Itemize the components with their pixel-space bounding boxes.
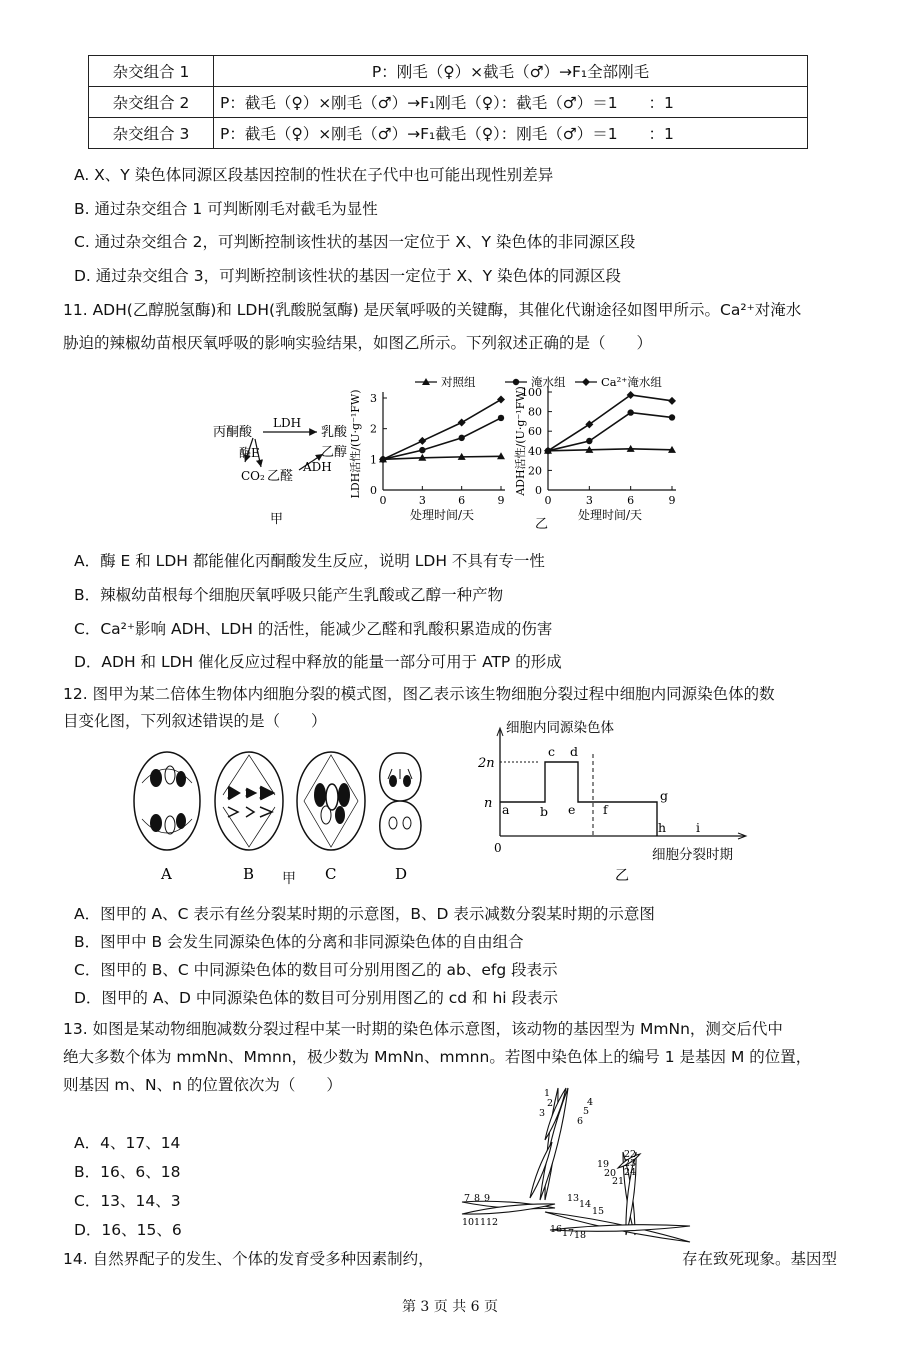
q10-option-b: B. 通过杂交组合 1 可判断刚毛对截毛为显性 [74, 200, 378, 218]
row-label: 杂交组合 1 [89, 56, 214, 87]
q12-option-c: C．图甲的 B、C 中同源染色体的数目可分别用图乙的 ab、efg 段表示 [74, 961, 558, 979]
fig-jia-caption: 甲 [270, 512, 284, 527]
legend-label: 对照组 [441, 375, 476, 389]
q10-option-a: A. X、Y 染色体同源区段基因控制的性状在子代中也可能出现性别差异 [74, 166, 554, 184]
series-line [383, 418, 501, 459]
q13-option-c: C．13、14、3 [74, 1192, 181, 1210]
chromosome-number: 15 [592, 1206, 605, 1217]
q10-option-d: D. 通过杂交组合 3，可判断控制该性状的基因一定位于 X、Y 染色体的同源区段 [74, 267, 622, 285]
y-axis-label: ADH活性/(U·g⁻¹FW) [514, 386, 527, 496]
chromosome-number: 18 [574, 1230, 587, 1241]
cell-d-label: D [395, 865, 408, 883]
y-tick-label: 40 [528, 444, 542, 458]
ldh-label: LDH [273, 416, 302, 430]
chromosome-number: 14 [579, 1199, 592, 1210]
row-label: 杂交组合 2 [89, 87, 214, 118]
x-tick-label: 0 [379, 494, 387, 507]
chromosome-number: 21 [612, 1176, 625, 1187]
q11-stem-line1: 11. ADH(乙醇脱氢酶)和 LDH(乳酸脱氢酶) 是厌氧呼吸的关键酶，其催化代谢途径如图甲所示。Ca²⁺对淹水 [63, 301, 802, 319]
x-tick-label: 6 [458, 494, 466, 507]
q13-option-b: B．16、6、18 [74, 1163, 181, 1181]
chromosome-number: 4 [587, 1097, 594, 1108]
data-point [458, 419, 466, 427]
x-tick-label: 3 [418, 494, 426, 507]
chromosome-set [462, 1088, 690, 1242]
cell-c [297, 752, 365, 883]
ethanol-label: 乙醇 [321, 445, 348, 460]
x-tick-label: 9 [497, 494, 505, 507]
q12-cell-diagrams [128, 745, 448, 885]
chromosome-number: 1 [544, 1088, 551, 1099]
x-axis-label: 细胞分裂时期 [652, 847, 733, 863]
q13-chromosome-diagram [440, 1080, 710, 1245]
chromosome-number: 2 [547, 1098, 554, 1109]
x-tick-label: 3 [585, 494, 593, 507]
data-point [586, 438, 592, 444]
data-point [418, 437, 426, 445]
q12-stem-line1: 12. 图甲为某二倍体生物体内细胞分裂的模式图，图乙表示该生物细胞分裂过程中细胞内同源染色体的数 [63, 685, 775, 703]
table-row [89, 87, 808, 118]
series-line [548, 413, 672, 451]
y-tick-label: n [484, 796, 493, 811]
lactate-label: 乳酸 [321, 425, 348, 440]
q14-stem-right: 存在致死现象。基因型 [682, 1250, 838, 1268]
cell-a [134, 752, 200, 883]
point-label: b [540, 804, 549, 819]
q12-fig-yi-caption: 乙 [615, 868, 629, 884]
chromosome-number: 24 [624, 1167, 637, 1178]
y-tick-label: 80 [528, 405, 542, 419]
legend-marker [582, 378, 590, 386]
point-label: a [502, 802, 510, 817]
data-point [669, 414, 675, 420]
legend-label: Ca²⁺淹水组 [601, 375, 662, 389]
y-axis-label: LDH活性/(U·g⁻¹FW) [349, 389, 362, 499]
q12-option-a: A．图甲的 A、C 表示有丝分裂某时期的示意图，B、D 表示减数分裂某时期的示意图 [74, 905, 655, 923]
y-axis-label: 细胞内同源染色体 [506, 720, 614, 736]
chromosome-number: 20 [604, 1168, 617, 1179]
data-point [498, 415, 504, 421]
point-label: c [548, 744, 556, 759]
data-point [497, 396, 505, 404]
q11-stem-line2: 胁迫的辣椒幼苗根厌氧呼吸的影响实验结果，如图乙所示。下列叙述正确的是（ ） [63, 334, 653, 352]
chromosome-number: 13 [567, 1193, 580, 1204]
pyruvate-label: 丙酮酸 [213, 425, 253, 440]
row-content: P：截毛（♀）×刚毛（♂）→F₁刚毛（♀）：截毛（♂）＝1 ：1 [214, 87, 808, 118]
chromosome-number: 11 [474, 1217, 487, 1228]
chromosome-number: 12 [486, 1217, 499, 1228]
q11-option-b: B．辣椒幼苗根每个细胞厌氧呼吸只能产生乳酸或乙醇一种产物 [74, 586, 504, 604]
chromosome-number: 3 [539, 1108, 546, 1119]
q12-stem-line2: 目变化图，下列叙述错误的是（ ） [63, 712, 327, 730]
series-line [548, 449, 672, 451]
q12-homolog-chart [470, 718, 755, 888]
cell-a-label: A [161, 865, 172, 883]
y-tick-label: 100 [521, 386, 542, 399]
table-row [89, 118, 808, 149]
fig-yi-caption: 乙 [535, 517, 549, 532]
chromosome-number: 17 [562, 1228, 575, 1239]
q12-option-d: D．图甲的 A、D 中同源染色体的数目可分别用图乙的 cd 和 hi 段表示 [74, 989, 559, 1007]
series-line [383, 400, 501, 460]
q11-option-a: A．酶 E 和 LDH 都能催化丙酮酸发生反应，说明 LDH 不具有专一性 [74, 552, 545, 570]
q11-option-d: D．ADH 和 LDH 催化反应过程中释放的能量一部分可用于 ATP 的形成 [74, 653, 562, 671]
cell-d [380, 753, 421, 883]
q13-stem-line3: 则基因 m、N、n 的位置依次为（ ） [63, 1076, 342, 1094]
series-line [383, 456, 501, 459]
chromosome-number: 19 [597, 1159, 610, 1170]
y-tick-label: 2 [370, 422, 377, 436]
enzyme-e-label: 酶E [239, 446, 260, 460]
x-tick-label: 6 [627, 494, 635, 507]
y-tick-label: 1 [370, 453, 377, 467]
q11-activity-charts [345, 368, 700, 533]
x-tick-label: 0 [544, 494, 552, 507]
q12-option-b: B．图甲中 B 会发生同源染色体的分离和非同源染色体的自由组合 [74, 933, 524, 951]
acetaldehyde-label: 乙醛 [267, 469, 294, 484]
legend-marker [513, 379, 519, 385]
data-point [668, 397, 676, 405]
row-content: P：截毛（♀）×刚毛（♂）→F₁截毛（♀）：刚毛（♂）＝1 ：1 [214, 118, 808, 149]
adh-label: ADH [303, 460, 332, 474]
y-tick-label: 0 [370, 484, 377, 497]
data-point [458, 435, 464, 441]
q13-stem-line2: 绝大多数个体为 mmNn、Mmnn，极少数为 MmNn、mmnn。若图中染色体上的编号 1 是基因 M 的位置， [63, 1048, 812, 1066]
chromosome-number: 23 [624, 1158, 637, 1169]
adh-chart [513, 386, 676, 522]
cell-c-label: C [325, 865, 337, 883]
chromosome-number: 8 [474, 1193, 481, 1204]
cross-table [88, 55, 808, 149]
y-tick-label: 60 [528, 425, 542, 439]
y-tick-label: 20 [528, 464, 542, 478]
q10-option-c: C. 通过杂交组合 2，可判断控制该性状的基因一定位于 X、Y 染色体的非同源区段 [74, 233, 636, 251]
chromosome-number: 5 [583, 1106, 590, 1117]
x-tick-label: 9 [668, 494, 676, 507]
co2-label: CO₂ [241, 469, 265, 483]
y-tick-label: 2n [478, 756, 495, 771]
point-label: i [696, 820, 700, 835]
series-line [548, 395, 672, 451]
point-label: f [603, 802, 608, 817]
data-point [627, 409, 633, 415]
point-label: d [570, 744, 579, 759]
chromosome-number: 16 [550, 1224, 563, 1235]
row-content: P：刚毛（♀）×截毛（♂）→F₁全部刚毛 [214, 56, 808, 87]
chromosome-number: 22 [624, 1149, 637, 1160]
chromosome-number: 7 [464, 1193, 471, 1204]
point-label: e [568, 802, 576, 817]
cell-b [215, 752, 283, 883]
chromosome-number: 10 [462, 1217, 475, 1228]
cell-b-label: B [243, 865, 255, 883]
chromosome-number: 9 [484, 1193, 491, 1204]
point-label: g [660, 788, 669, 803]
chromosome-number: 6 [577, 1116, 584, 1127]
page-footer: 第 3 页 共 6 页 [401, 1299, 499, 1315]
table-row [89, 56, 808, 87]
y-tick-label: 3 [370, 392, 377, 405]
legend-label: 淹水组 [531, 375, 566, 389]
y-tick-label: 0 [535, 484, 542, 497]
homolog-step-chart [477, 719, 746, 863]
data-point [419, 447, 425, 453]
point-label: h [658, 820, 667, 835]
row-label: 杂交组合 3 [89, 118, 214, 149]
q13-option-d: D．16、15、6 [74, 1221, 182, 1239]
q13-option-a: A．4、17、14 [74, 1134, 181, 1152]
origin-label: 0 [494, 841, 502, 855]
q13-stem-line1: 13. 如图是某动物细胞减数分裂过程中某一时期的染色体示意图，该动物的基因型为 MmNn，测交后代中 [63, 1020, 783, 1038]
q11-option-c: C．Ca²⁺影响 ADH、LDH 的活性，能减少乙醛和乳酸积累造成的伤害 [74, 620, 553, 638]
ldh-chart [348, 390, 505, 522]
x-axis-label: 处理时间/天 [577, 508, 643, 522]
q14-stem-left: 14. 自然界配子的发生、个体的发育受多种因素制约， [63, 1250, 434, 1268]
q12-fig-jia-caption: 甲 [282, 871, 296, 887]
x-axis-label: 处理时间/天 [409, 508, 475, 522]
step-line [500, 762, 657, 836]
